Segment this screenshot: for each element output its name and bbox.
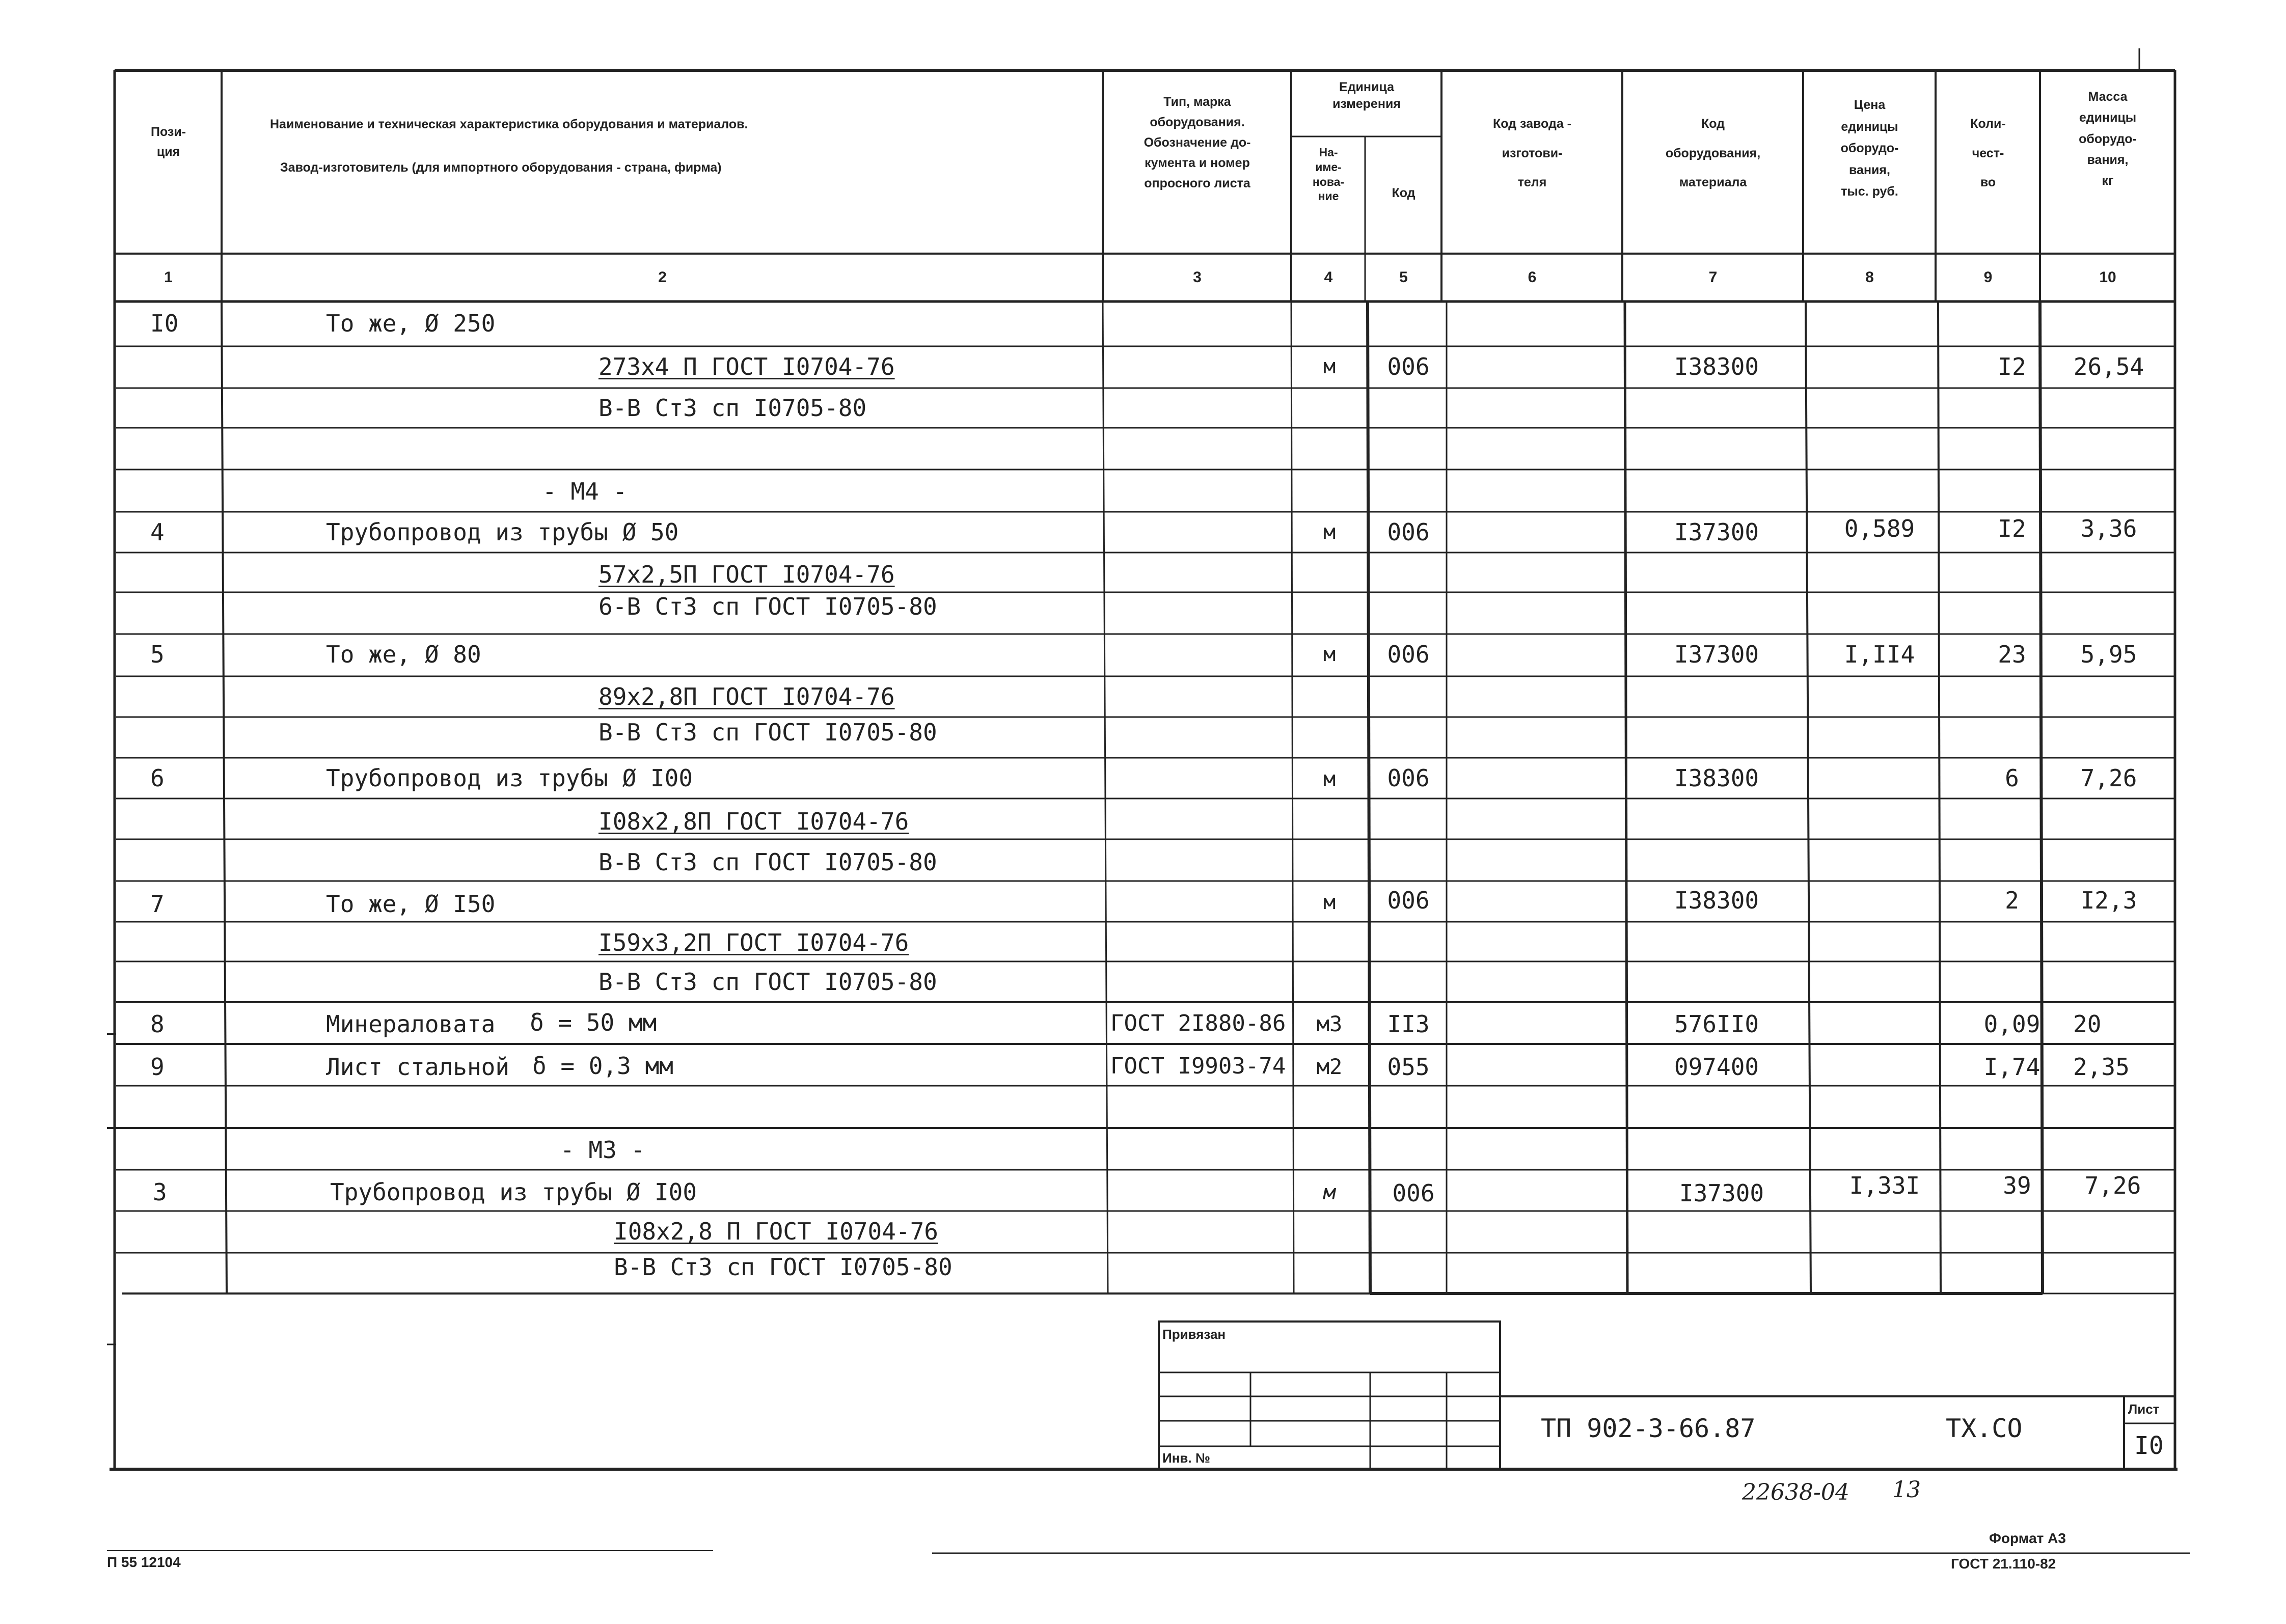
row-price: I,33I bbox=[1849, 1172, 1920, 1199]
row-quantity: I2 bbox=[1998, 515, 2026, 542]
footer-format: Формат А3 bbox=[1989, 1530, 2066, 1546]
footer-gost: ГОСТ 21.110-82 bbox=[1951, 1556, 2056, 1572]
row-unit: м bbox=[1323, 1181, 1336, 1204]
row-steel-spec: В-В Ст3 сп ГОСТ I0705-80 bbox=[598, 968, 937, 996]
col-number-2: 2 bbox=[658, 269, 667, 286]
row-mass: 7,26 bbox=[2080, 764, 2137, 792]
row-unit: м2 bbox=[1316, 1054, 1343, 1079]
row-material-code: I38300 bbox=[1674, 887, 1759, 914]
row-position: 5 bbox=[150, 641, 165, 668]
row-name: Лист стальной bbox=[326, 1053, 510, 1081]
row-position: 4 bbox=[150, 518, 165, 546]
row-material-code: I37300 bbox=[1674, 518, 1759, 546]
header-quantity: Коли- чест- во bbox=[1970, 117, 2006, 189]
header-mass: Масса единицы оборудо- вания, кг bbox=[2079, 90, 2137, 188]
section-m4-label: - М4 - bbox=[542, 478, 628, 505]
row-name: Трубопровод из трубы Ø I00 bbox=[330, 1178, 697, 1206]
row-steel-spec: В-В Ст3 сп ГОСТ I0705-80 bbox=[614, 1253, 953, 1281]
row-pipe-spec: I59x3,2П ГОСТ I0704-76 bbox=[598, 929, 909, 956]
stamp-sheet-label: Лист bbox=[2128, 1401, 2160, 1417]
row-material-code: I37300 bbox=[1674, 641, 1759, 668]
col-number-8: 8 bbox=[1865, 269, 1874, 286]
row-mass: 7,26 bbox=[2084, 1172, 2141, 1199]
row-material-code: 097400 bbox=[1674, 1053, 1759, 1081]
stamp-inventory-number: Инв. № bbox=[1162, 1450, 1210, 1466]
row-material-code: I38300 bbox=[1674, 353, 1759, 380]
header-price: Цена единицы оборудо- вания, тыс. руб. bbox=[1840, 98, 1899, 199]
row-name: То же, Ø I50 bbox=[326, 890, 496, 918]
row-material-code: I37300 bbox=[1679, 1179, 1764, 1207]
stamp-document-code: ТП 902-3-66.87 bbox=[1541, 1414, 1756, 1443]
row-unit: м3 bbox=[1316, 1011, 1343, 1036]
row-name: Трубопровод из трубы Ø 50 bbox=[326, 518, 679, 546]
col-number-3: 3 bbox=[1193, 269, 1202, 286]
row-quantity: 23 bbox=[1998, 641, 2026, 668]
row-thickness: δ = 50 мм bbox=[530, 1009, 657, 1036]
row-name: Минераловата bbox=[326, 1010, 496, 1038]
row-material-code: 576II0 bbox=[1674, 1010, 1759, 1038]
footer-handwritten-page: 13 bbox=[1892, 1477, 1921, 1503]
header-unit-group: Единица измерения bbox=[1332, 80, 1401, 111]
row-pipe-spec: 57x2,5П ГОСТ I0704-76 bbox=[598, 561, 895, 588]
header-unit-name: На- име- нова- ние bbox=[1312, 146, 1345, 203]
row-unit-code: 006 bbox=[1387, 353, 1430, 380]
row-price: 0,589 bbox=[1844, 515, 1915, 542]
row-material-code: I38300 bbox=[1674, 764, 1759, 792]
row-unit: м bbox=[1323, 355, 1336, 378]
header-name-line1: Наименование и техническая характеристика оборудования и материалов. bbox=[270, 117, 748, 131]
row-unit-code: 006 bbox=[1387, 887, 1430, 914]
row-unit-code: 006 bbox=[1392, 1179, 1435, 1207]
row-position: 6 bbox=[150, 764, 165, 792]
row-mass: I2,3 bbox=[2080, 887, 2137, 914]
row-unit-code: II3 bbox=[1387, 1010, 1430, 1038]
header-position: Пози- ция bbox=[150, 125, 186, 159]
header-type: Тип, марка оборудования. Обозначение до- кумента и номер опросного листа bbox=[1144, 95, 1251, 190]
row-quantity: 6 bbox=[2005, 764, 2019, 792]
row-unit-code: 006 bbox=[1387, 518, 1430, 546]
row-pipe-spec: I08x2,8П ГОСТ I0704-76 bbox=[598, 808, 909, 835]
row-position: 7 bbox=[150, 890, 165, 918]
row-pipe-spec: 273x4 П ГОСТ I0704-76 bbox=[598, 353, 895, 380]
footer-left-code: П 55 12104 bbox=[107, 1554, 181, 1570]
header-unit-code: Код bbox=[1392, 186, 1416, 200]
col-number-1: 1 bbox=[164, 269, 173, 286]
row-pipe-spec: 89x2,8П ГОСТ I0704-76 bbox=[598, 683, 895, 710]
row-mass: 26,54 bbox=[2073, 353, 2144, 380]
row-mass: 3,36 bbox=[2080, 515, 2137, 542]
row-thickness: δ = 0,3 мм bbox=[532, 1052, 673, 1080]
row-position: 9 bbox=[150, 1053, 165, 1081]
row-position: I0 bbox=[150, 310, 179, 337]
row-mass: 20 bbox=[2073, 1010, 2102, 1038]
row-unit-code: 006 bbox=[1387, 764, 1430, 792]
row-steel-spec: В-В Ст3 сп ГОСТ I0705-80 bbox=[598, 848, 937, 876]
row-unit-code: 006 bbox=[1387, 641, 1430, 668]
row-type-doc: ГОСТ 2I880-86 bbox=[1110, 1010, 1286, 1036]
row-unit-code: 055 bbox=[1387, 1053, 1430, 1081]
row-steel-spec: В-В Ст3 сп I0705-80 bbox=[598, 394, 867, 422]
col-number-7: 7 bbox=[1708, 269, 1718, 286]
row-price: I,II4 bbox=[1844, 641, 1915, 668]
row-pipe-spec: I08x2,8 П ГОСТ I0704-76 bbox=[614, 1218, 938, 1245]
col-number-6: 6 bbox=[1528, 269, 1537, 286]
row-mass: 2,35 bbox=[2073, 1053, 2130, 1081]
row-quantity: I2 bbox=[1998, 353, 2026, 380]
header-name-line2: Завод-изготовитель (для импортного оборудования - страна, фирма) bbox=[280, 160, 722, 175]
header-maker-code: Код завода - изготови- теля bbox=[1492, 117, 1572, 189]
col-number-9: 9 bbox=[1983, 269, 1993, 286]
row-unit: м bbox=[1323, 643, 1336, 666]
footer-handwritten-number: 22638-04 bbox=[1742, 1479, 1849, 1505]
row-name: Трубопровод из трубы Ø I00 bbox=[326, 764, 693, 792]
header-equipment-code: Код оборудования, материала bbox=[1665, 117, 1761, 189]
stamp-privyazan: Привязан bbox=[1162, 1327, 1226, 1342]
row-type-doc: ГОСТ I9903-74 bbox=[1110, 1053, 1286, 1079]
stamp-sheet-number: I0 bbox=[2134, 1432, 2164, 1460]
row-mass: 5,95 bbox=[2080, 641, 2137, 668]
section-m3-label: - М3 - bbox=[560, 1136, 645, 1164]
row-name: То же, Ø 250 bbox=[326, 310, 496, 337]
stamp-document-mark: ТХ.СО bbox=[1946, 1414, 2023, 1443]
col-number-4: 4 bbox=[1324, 269, 1333, 286]
row-position: 8 bbox=[150, 1010, 165, 1038]
row-quantity: 0,09 bbox=[1983, 1010, 2040, 1038]
row-quantity: 2 bbox=[2005, 887, 2019, 914]
row-position: 3 bbox=[153, 1178, 167, 1206]
row-steel-spec: 6-В Ст3 сп ГОСТ I0705-80 bbox=[598, 593, 937, 620]
row-unit: м bbox=[1323, 520, 1336, 544]
row-quantity: I,74 bbox=[1983, 1053, 2040, 1081]
col-number-5: 5 bbox=[1399, 269, 1408, 286]
col-number-10: 10 bbox=[2099, 269, 2116, 286]
row-unit: м bbox=[1323, 891, 1336, 914]
row-name: То же, Ø 80 bbox=[326, 641, 481, 668]
row-unit: м bbox=[1323, 767, 1336, 791]
row-steel-spec: В-В Ст3 сп ГОСТ I0705-80 bbox=[598, 719, 937, 746]
row-quantity: 39 bbox=[2003, 1172, 2031, 1199]
